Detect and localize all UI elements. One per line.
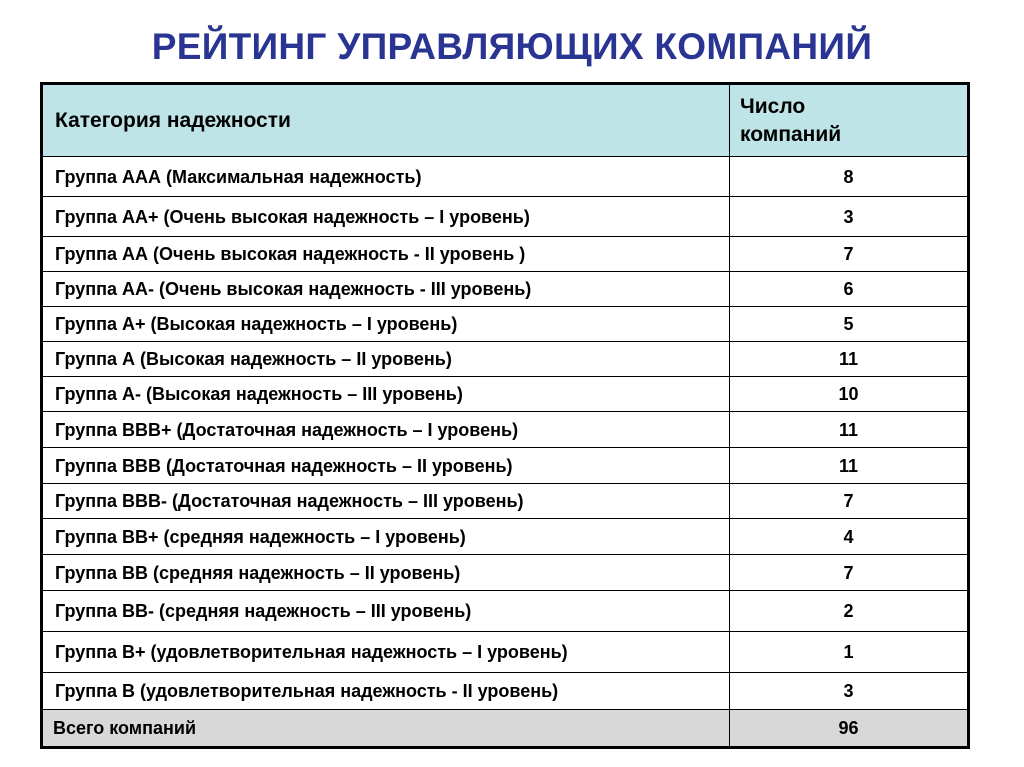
row-count: 7 bbox=[730, 484, 969, 519]
row-count: 11 bbox=[730, 412, 969, 448]
row-count: 7 bbox=[730, 555, 969, 591]
row-category: Группа ВВ (средняя надежность – II уровень) bbox=[42, 555, 730, 591]
row-count: 2 bbox=[730, 591, 969, 632]
row-count: 1 bbox=[730, 632, 969, 673]
table-row bbox=[42, 484, 969, 519]
row-count: 10 bbox=[730, 377, 969, 412]
row-category: Группа АА (Очень высокая надежность - II уровень ) bbox=[42, 237, 730, 272]
row-count: 3 bbox=[730, 673, 969, 710]
table-row bbox=[42, 272, 969, 307]
table-row bbox=[42, 673, 969, 710]
row-category: Группа ВВВ- (Достаточная надежность – III уровень) bbox=[42, 484, 730, 519]
row-category: Группа ВВ- (средняя надежность – III уровень) bbox=[42, 591, 730, 632]
row-category: Группа В+ (удовлетворительная надежность – I уровень) bbox=[42, 632, 730, 673]
header-count-line1: Число bbox=[740, 94, 806, 118]
table-row bbox=[42, 157, 969, 197]
row-count: 7 bbox=[730, 237, 969, 272]
row-count: 5 bbox=[730, 307, 969, 342]
table-total-row bbox=[42, 710, 969, 748]
row-category: Группа А- (Высокая надежность – III уровень) bbox=[42, 377, 730, 412]
header-category: Категория надежности bbox=[42, 84, 730, 157]
header-count-line2: компаний bbox=[740, 122, 842, 146]
table-row bbox=[42, 448, 969, 484]
row-count: 8 bbox=[730, 157, 969, 197]
row-category: Группа АА+ (Очень высокая надежность – I уровень) bbox=[42, 197, 730, 237]
total-count: 96 bbox=[730, 710, 969, 748]
table-row bbox=[42, 555, 969, 591]
row-category: Группа А (Высокая надежность – II уровень) bbox=[42, 342, 730, 377]
table-row bbox=[42, 412, 969, 448]
table-row bbox=[42, 377, 969, 412]
row-category: Группа ВВВ+ (Достаточная надежность – I уровень) bbox=[42, 412, 730, 448]
rating-table bbox=[40, 82, 970, 749]
table-body bbox=[42, 157, 969, 748]
row-category: Группа ВВ+ (средняя надежность – I уровень) bbox=[42, 519, 730, 555]
table-row bbox=[42, 591, 969, 632]
page-title: РЕЙТИНГ УПРАВЛЯЮЩИХ КОМПАНИЙ bbox=[151, 26, 873, 67]
table-header-row bbox=[42, 84, 969, 157]
row-category: Группа В (удовлетворительная надежность - II уровень) bbox=[42, 673, 730, 710]
row-count: 6 bbox=[730, 272, 969, 307]
header-count bbox=[730, 84, 969, 157]
row-count: 11 bbox=[730, 448, 969, 484]
row-category: Группа А+ (Высокая надежность – I уровень) bbox=[42, 307, 730, 342]
row-count: 3 bbox=[730, 197, 969, 237]
table-row bbox=[42, 307, 969, 342]
row-category: Группа ААА (Максимальная надежность) bbox=[42, 157, 730, 197]
table-row bbox=[42, 197, 969, 237]
row-count: 4 bbox=[730, 519, 969, 555]
table-row bbox=[42, 519, 969, 555]
row-category: Группа АА- (Очень высокая надежность - III уровень) bbox=[42, 272, 730, 307]
table-row bbox=[42, 342, 969, 377]
table-row bbox=[42, 237, 969, 272]
row-count: 11 bbox=[730, 342, 969, 377]
total-label: Всего компаний bbox=[42, 710, 730, 748]
table-row bbox=[42, 632, 969, 673]
row-category: Группа ВВВ (Достаточная надежность – II уровень) bbox=[42, 448, 730, 484]
